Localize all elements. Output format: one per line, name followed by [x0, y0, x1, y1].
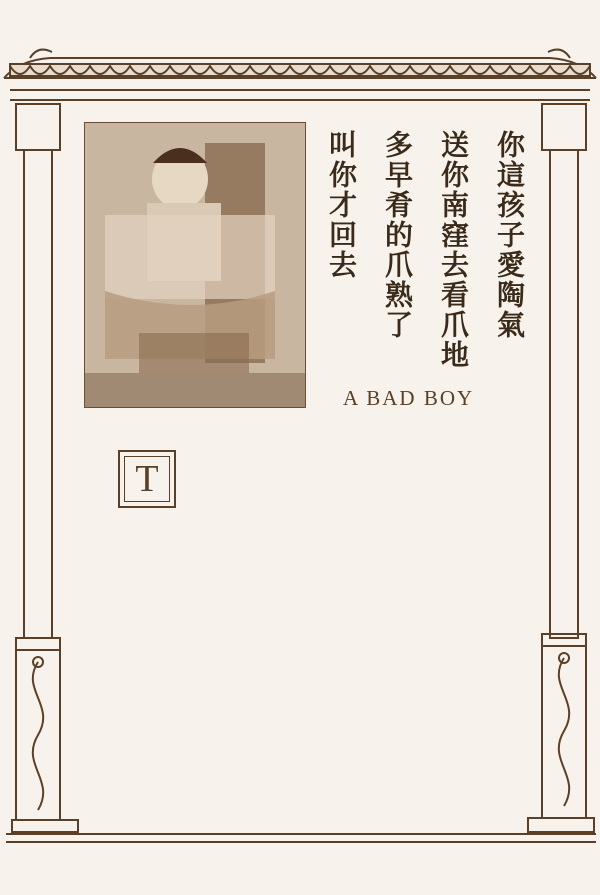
left-pillar — [12, 104, 78, 832]
chinese-column-2: 送你南窪去看爪地 — [437, 130, 470, 370]
pagoda-roof-icon — [4, 50, 596, 100]
dragon-icon — [33, 657, 43, 810]
right-pillar — [528, 104, 594, 832]
initial-letter: T — [124, 456, 170, 502]
initial-letter-box — [118, 450, 176, 508]
dragon-icon — [559, 653, 569, 806]
chinese-column-3: 多早肴的爪熟了 — [381, 130, 414, 340]
child-portrait-photo — [84, 122, 306, 408]
photo-illustration — [85, 123, 305, 407]
chinese-column-1: 你這孩子愛陶氣 — [493, 130, 526, 340]
caption-title: A BAD BOY — [343, 386, 475, 410]
base-line — [6, 834, 596, 842]
chinese-column-4: 叫你才回去 — [325, 130, 358, 280]
